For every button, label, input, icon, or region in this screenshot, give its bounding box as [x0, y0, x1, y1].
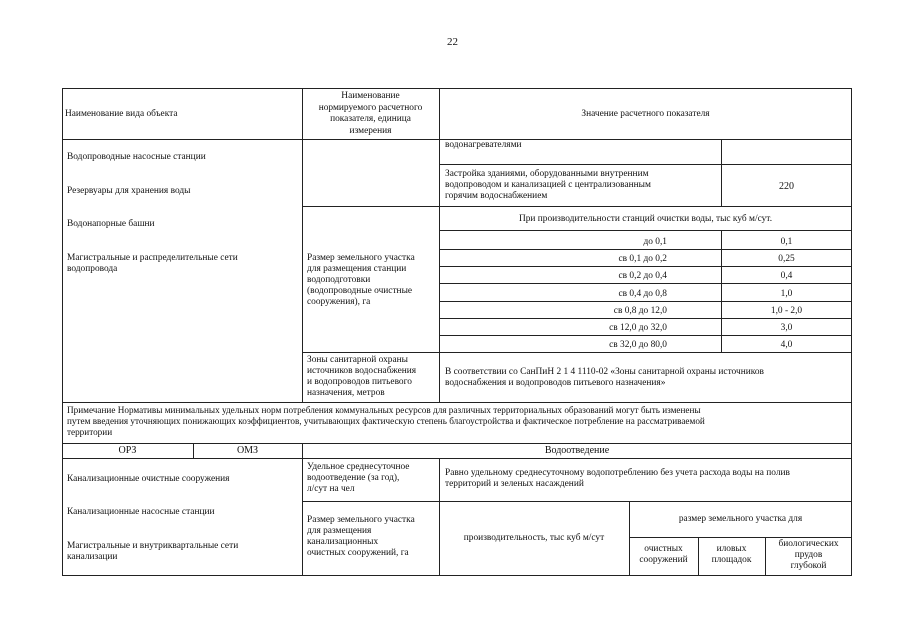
header-indicator: Наименование нормируемого расчетного показателя, единица измерения [318, 91, 423, 136]
vrule-sewer-col2 [439, 458, 440, 576]
rule-r1 [439, 249, 852, 250]
header-object-type: Наименование вида объекта [65, 109, 178, 119]
rule-section-bottom [62, 458, 852, 459]
sewer-treatment: Канализационные очистные сооружения [67, 474, 230, 484]
rule-buildings [302, 206, 852, 207]
prod-value-2: 0,25 [778, 254, 795, 264]
object-networks: Магистральные и распределительные сети водопровода [67, 253, 238, 274]
prod-range-4: св 0,4 до 0,8 [618, 289, 667, 299]
buildings-row-value: 220 [779, 181, 794, 192]
sanitary-zone-label: Зоны санитарной охраны источников водоснабжения и водопроводов питьевого назначения, метров [307, 355, 417, 398]
rule-r4 [439, 301, 852, 302]
rule-r5 [439, 318, 852, 319]
rule-r2 [439, 266, 852, 267]
prod-value-5: 1,0 - 2,0 [770, 306, 803, 316]
sub-header-sludge: иловых площадок [711, 544, 752, 565]
page-number: 22 [447, 36, 458, 48]
note: Примечание Нормативы минимальных удельных норм потребления коммунальных ресурсов для различных территориальных образований могут быть изменены путем введения уточняющих понижающих коэффициентов, учитывающих фактическую степень благоустройства и фактическое потребление на рассматриваемой территории [67, 405, 705, 437]
prod-value-3: 0,4 [780, 271, 793, 281]
sub-header-treatment: очистных сооружений [639, 544, 688, 565]
prod-range-6: св 12,0 до 32,0 [609, 323, 667, 333]
object-reservoirs: Резервуары для хранения воды [67, 186, 191, 196]
prod-value-1: 0,1 [780, 237, 793, 247]
land-plot-label: Размер земельного участка для размещения станции водоподготовки (водопроводные очистные сооружения), га [307, 253, 415, 307]
sewer-land-plot-label: Размер земельного участка для размещения канализационных очистных сооружений, га [307, 515, 415, 558]
section-omz: ОМЗ [236, 445, 259, 456]
sanitary-zone-value: В соответствии со СанПиН 2 1 4 1110-02 «Зоны санитарной охраны источников водоснабжения и водопроводов питьевого назначения» [445, 367, 764, 388]
rule-r3 [439, 283, 852, 284]
object-pump-stations: Водопроводные насосные станции [67, 152, 206, 162]
sub-header-bio: биологических прудов глубокой [778, 539, 839, 571]
rule-note-top [62, 402, 852, 403]
specific-disposal-value: Равно удельному среднесуточному водопотреблению без учета расхода воды на полив территорий и зеленых насаждений [445, 468, 790, 489]
prod-range-3: св 0,2 до 0,4 [618, 271, 667, 281]
object-water-towers: Водонапорные башни [67, 219, 155, 229]
prod-value-7: 4,0 [780, 340, 793, 350]
prod-value-6: 3,0 [780, 323, 793, 333]
sewer-productivity: производительность, тыс куб м/сут [463, 533, 605, 543]
section-orz: ОРЗ [118, 445, 137, 456]
vrule-sewer-col1 [302, 443, 303, 576]
productivity-header: При производительности станций очистки воды, тыс куб м/сут. [518, 214, 773, 224]
rule-heaters [439, 164, 852, 165]
specific-disposal-label: Удельное среднесуточное водоотведение (за год), л/сут на чел [307, 462, 410, 494]
prod-range-2: св 0,1 до 0,2 [618, 254, 667, 264]
vrule-value [721, 139, 722, 206]
header-value: Значение расчетного показателя [581, 109, 710, 119]
sewer-networks: Магистральные и внутриквартальные сети канализации [67, 541, 239, 562]
rule-prod-header [439, 230, 852, 231]
rule-disposal-bottom [302, 501, 852, 502]
rule-r6 [439, 335, 852, 336]
water-heaters-row: водонагревателями [445, 140, 522, 150]
buildings-row-label: Застройка зданиями, оборудованными внутренним водопроводом и канализацией с централизованным горячим водоснабжением [445, 169, 651, 201]
prod-value-4: 1,0 [780, 289, 793, 299]
rule-r7 [302, 352, 852, 353]
sewer-group-header: размер земельного участка для [678, 514, 803, 524]
vrule-col2 [439, 88, 440, 402]
sewer-pump-stations: Канализационные насосные станции [67, 507, 215, 517]
prod-range-7: св 32,0 до 80,0 [609, 340, 667, 350]
prod-range-1: до 0,1 [643, 237, 667, 247]
prod-range-5: св 0,8 до 12,0 [613, 306, 667, 316]
section-title: Водоотведение [544, 445, 610, 456]
